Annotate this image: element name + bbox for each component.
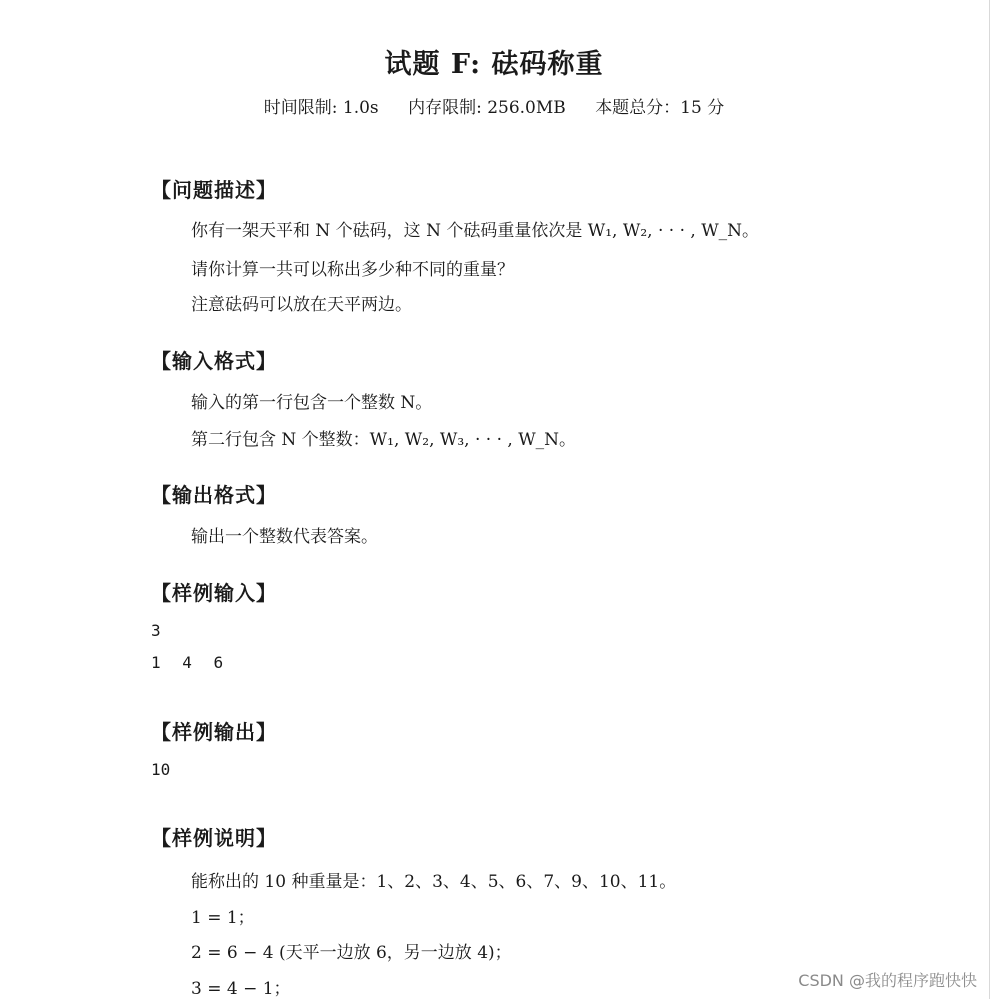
problem-description-line: 你有一架天平和 N 个砝码，这 N 个砝码重量依次是 W₁, W₂, · · · , W_N。 (191, 221, 760, 241)
problem-title: 试题 F: 砝码称重 (384, 49, 604, 80)
sample-explanation-line: 能称出的 10 种重量是：1、2、3、4、5、6、7、9、10、11。 (191, 872, 677, 892)
sample-explanation-line: 1 = 1； (191, 908, 255, 928)
input-format-line: 第二行包含 N 个整数：W₁, W₂, W₃, · · · , W_N。 (191, 430, 577, 450)
problem-description-line: 请你计算一共可以称出多少种不同的重量？ (191, 260, 514, 280)
output-format-heading: 【输出格式】 (151, 483, 277, 507)
problem-description-heading: 【问题描述】 (151, 178, 277, 202)
total-score: 本题总分：15 分 (595, 98, 725, 118)
sample-input-line: 1 4 6 (151, 653, 230, 672)
sample-explanation-heading: 【样例说明】 (151, 826, 277, 850)
time-limit: 时间限制: 1.0s (263, 98, 379, 118)
sample-output-heading: 【样例输出】 (151, 720, 277, 744)
sample-input-heading: 【样例输入】 (151, 581, 277, 605)
sample-explanation-line: 2 = 6 − 4 (天平一边放 6，另一边放 4)； (191, 943, 512, 963)
sample-input-line: 3 (151, 621, 161, 640)
watermark: CSDN @我的程序跑快快 (798, 971, 977, 990)
problem-description-line: 注意砝码可以放在天平两边。 (191, 295, 412, 315)
problem-meta (0, 93, 988, 118)
memory-limit: 内存限制: 256.0MB (408, 98, 566, 118)
sample-output-line: 10 (151, 760, 171, 779)
input-format-line: 输入的第一行包含一个整数 N。 (191, 393, 433, 413)
output-format-line: 输出一个整数代表答案。 (191, 527, 378, 547)
page-edge-rule (989, 0, 990, 999)
sample-explanation-line: 3 = 4 − 1； (191, 979, 291, 999)
input-format-heading: 【输入格式】 (151, 349, 277, 373)
